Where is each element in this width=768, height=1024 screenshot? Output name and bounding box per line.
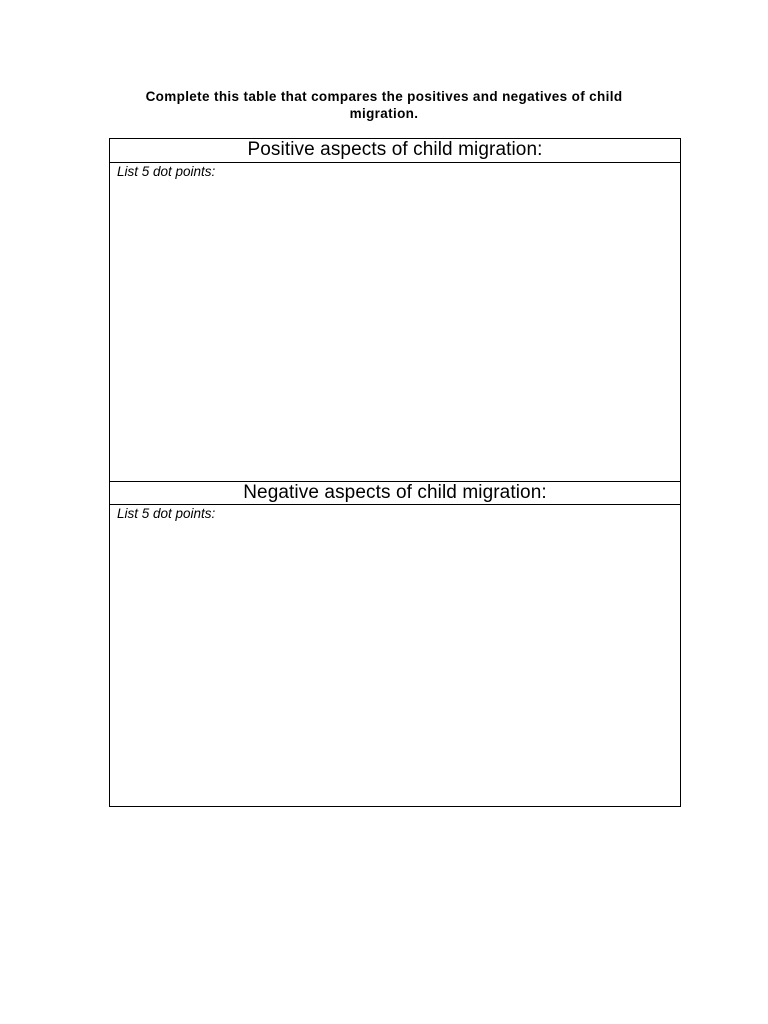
negative-aspects-answer-area[interactable] bbox=[110, 505, 680, 806]
positive-aspects-heading: Positive aspects of child migration: bbox=[247, 139, 543, 160]
instruction-line-2: migration. bbox=[349, 106, 419, 121]
negative-aspects-heading: Negative aspects of child migration: bbox=[243, 482, 547, 503]
negative-aspects-hint: List 5 dot points: bbox=[117, 506, 216, 521]
worksheet-instruction bbox=[110, 88, 658, 122]
comparison-table bbox=[109, 138, 681, 807]
positive-aspects-hint: List 5 dot points: bbox=[117, 164, 216, 179]
instruction-line-1: Complete this table that compares the positives and negatives of child bbox=[145, 89, 623, 104]
positive-aspects-answer-area[interactable] bbox=[110, 163, 680, 481]
